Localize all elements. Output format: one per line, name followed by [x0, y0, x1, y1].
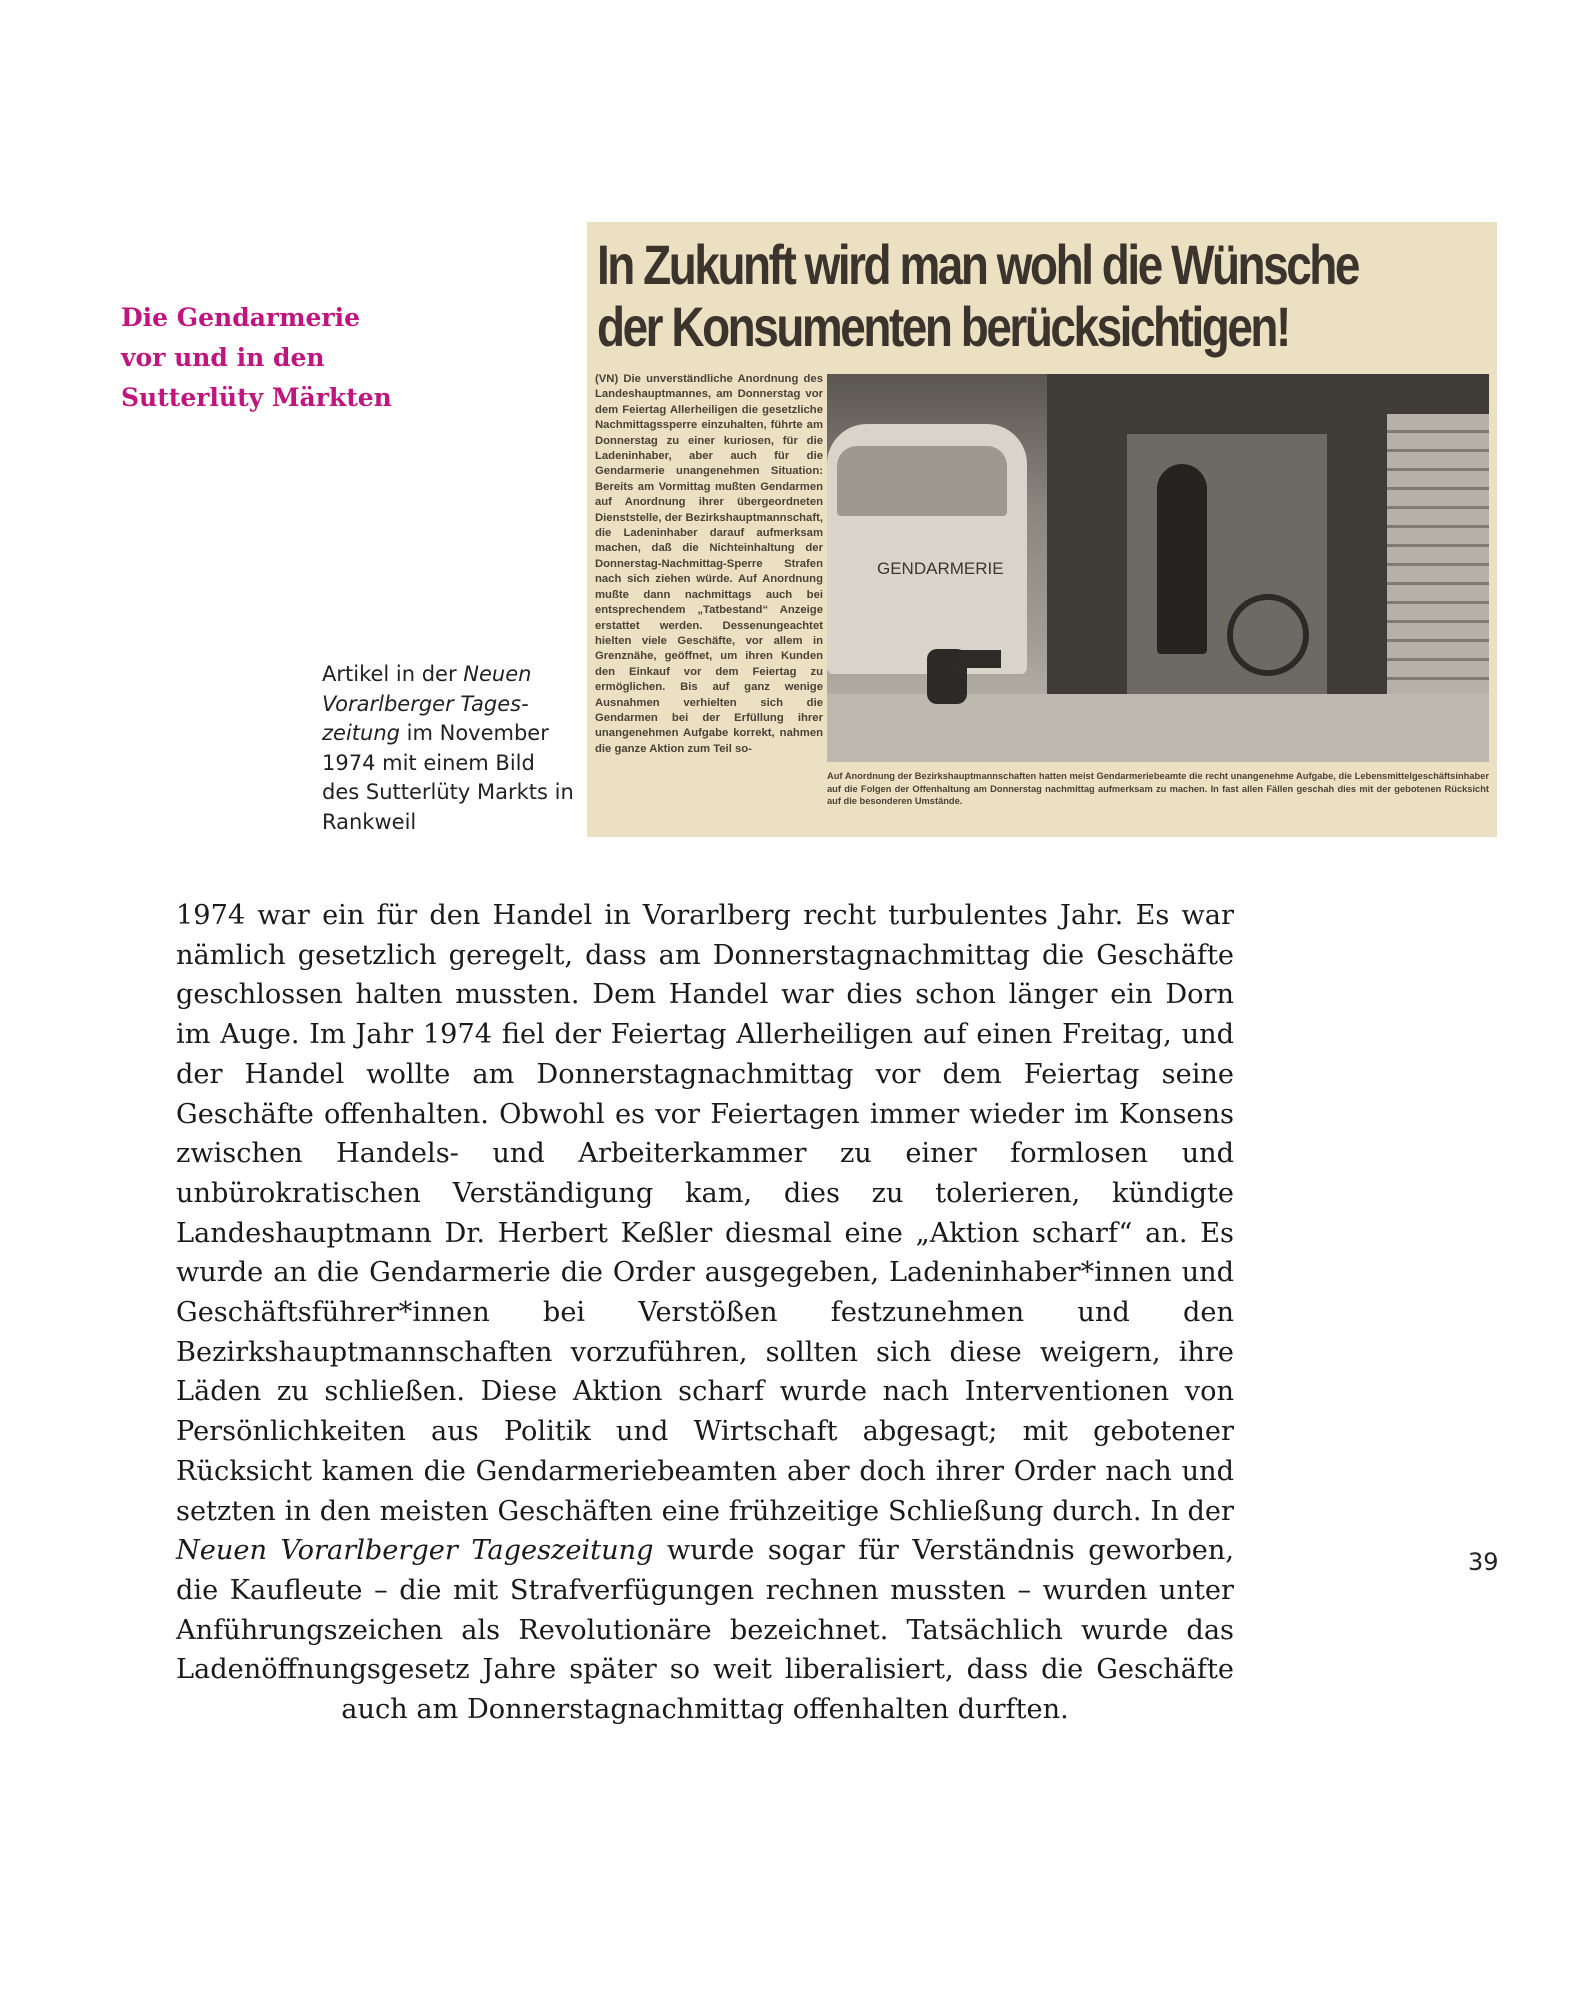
van-label: GENDARMERIE: [877, 559, 1004, 578]
clipping-photo-caption: Auf Anordnung der Bezirkshauptmannschaften hatten meist Gendarmeriebeamte die recht unangenehme Aufgabe, die Lebensmittelgeschäftsinhaber auf die Folgen der Offenhaltung am Donnerstag nachmittag aufmerksam zu machen. In fast allen Fällen geschah dies mit der gebotenen Rücksicht auf die besonderen Umstände.: [827, 771, 1489, 806]
body-paragraph: [176, 896, 1234, 1730]
headline-line: In Zukunft wird man wohl die Wünsche: [597, 233, 1358, 296]
clipping-column-text: (VN) Die unverständliche Anordnung des Landeshauptmannes, am Donnerstag vor dem Feiertag Allerheiligen die gesetzliche Nachmittagssperre einzuhalten, führte am Donnerstag zu einer kuriosen, für die Ladeninhaber, aber auch für die Gendarmerie unangenehmen Situation: Bereits am Vormittag mußten Gendarmen auf Anordnung ihrer übergeordneten Dienststelle, der Bezirkshauptmannschaft, die Ladeninhaber darauf aufmerksam machen, daß die Nichteinhaltung der Donnerstag-Nachmittag-Sperre Strafen nach sich ziehen würde. Auf Anordnung mußte dann nachmittags auch bei entsprechendem „Tatbestand“ Anzeige erstattet werden. Dessenungeachtet hielten viele Geschäfte, vor allem in Grenznähe, geöffnet, um ihren Kunden den Einkauf vor dem Feiertag zu ermöglichen. Bis auf ganz wenige Ausnahmen verhielten sich die Gendarmen bei der Erfüllung ihrer unangenehmen Aufgabe korrekt, nahmen die ganze Aktion zum Teil so-: [595, 373, 823, 755]
page-number: 39: [1468, 1548, 1499, 1576]
street: [827, 694, 1489, 762]
heading-line: Sutterlüty Märkten: [121, 383, 392, 412]
body-text: wurde sogar für Verständnis geworben, die Kaufleute – die mit Strafverfügungen rechnen mussten – wurden unter Anführungszeichen als Revolutionäre bezeichnet. Tatsächlich wurde das Ladenöffnungsgesetz Jahre später so weit liberalisiert, dass die Geschäfte auch am Donnerstagnachmittag offenhalten durften.: [176, 1535, 1234, 1726]
heading-line: Die Gendarmerie: [121, 303, 361, 332]
newspaper-clipping: [587, 222, 1497, 837]
crates: [1387, 414, 1489, 714]
clipping-photo: [827, 374, 1489, 762]
caption-text: im November 1974 mit einem Bild des Sutterlüty Markts in Rankweil: [322, 721, 574, 834]
bicycle: [1227, 594, 1309, 676]
caption-text: Artikel in der: [322, 662, 464, 686]
heading-line: vor und in den: [121, 343, 325, 372]
van-plate: [957, 650, 1001, 668]
van-window: [837, 446, 1007, 516]
headline-line: der Konsumenten berücksichtigen!: [597, 295, 1289, 358]
clipping-headline: [597, 233, 1358, 358]
gendarmerie-van: [827, 424, 1027, 674]
section-heading: [121, 298, 441, 418]
gendarme-figure: [1157, 464, 1207, 654]
caption-newspaper-title: Neuen Vorarlberger Tages-zeitung: [322, 662, 532, 745]
body-text: 1974 war ein für den Handel in Vorarlberg recht turbulentes Jahr. Es war nämlich gesetzlich geregelt, dass am Donnerstagnachmittag die Geschäfte geschlossen halten mussten. Dem Handel war dies schon länger ein Dorn im Auge. Im Jahr 1974 fiel der Feiertag Allerheiligen auf einen Freitag, und der Handel wollte am Donnerstagnachmittag vor dem Feiertag seine Geschäfte offenhalten. Obwohl es vor Feiertagen immer wieder im Konsens zwischen Handels- und Arbeiterkammer zu einer formlosen und unbürokratischen Verständigung kam, dies zu tolerieren, kündigte Landeshauptmann Dr. Herbert Keßler diesmal eine „Aktion scharf“ an. Es wurde an die Gendarmerie die Order ausgegeben, Ladeninhaber*innen und Geschäftsführer*innen bei Verstößen festzunehmen und den Bezirkshauptmannschaften vorzuführen, sollten sich diese weigern, ihre Läden zu schließen. Diese Aktion scharf wurde nach Interventionen von Persönlichkeiten aus Politik und Wirtschaft abgesagt; mit gebotener Rücksicht kamen die Gendarmeriebeamten aber doch ihrer Order nach und setzten in den meisten Geschäften eine frühzeitige Schließung durch. In der: [176, 900, 1234, 1527]
image-caption: [322, 660, 577, 837]
body-newspaper-title: Neuen Vorarlberger Tageszeitung: [176, 1535, 654, 1567]
